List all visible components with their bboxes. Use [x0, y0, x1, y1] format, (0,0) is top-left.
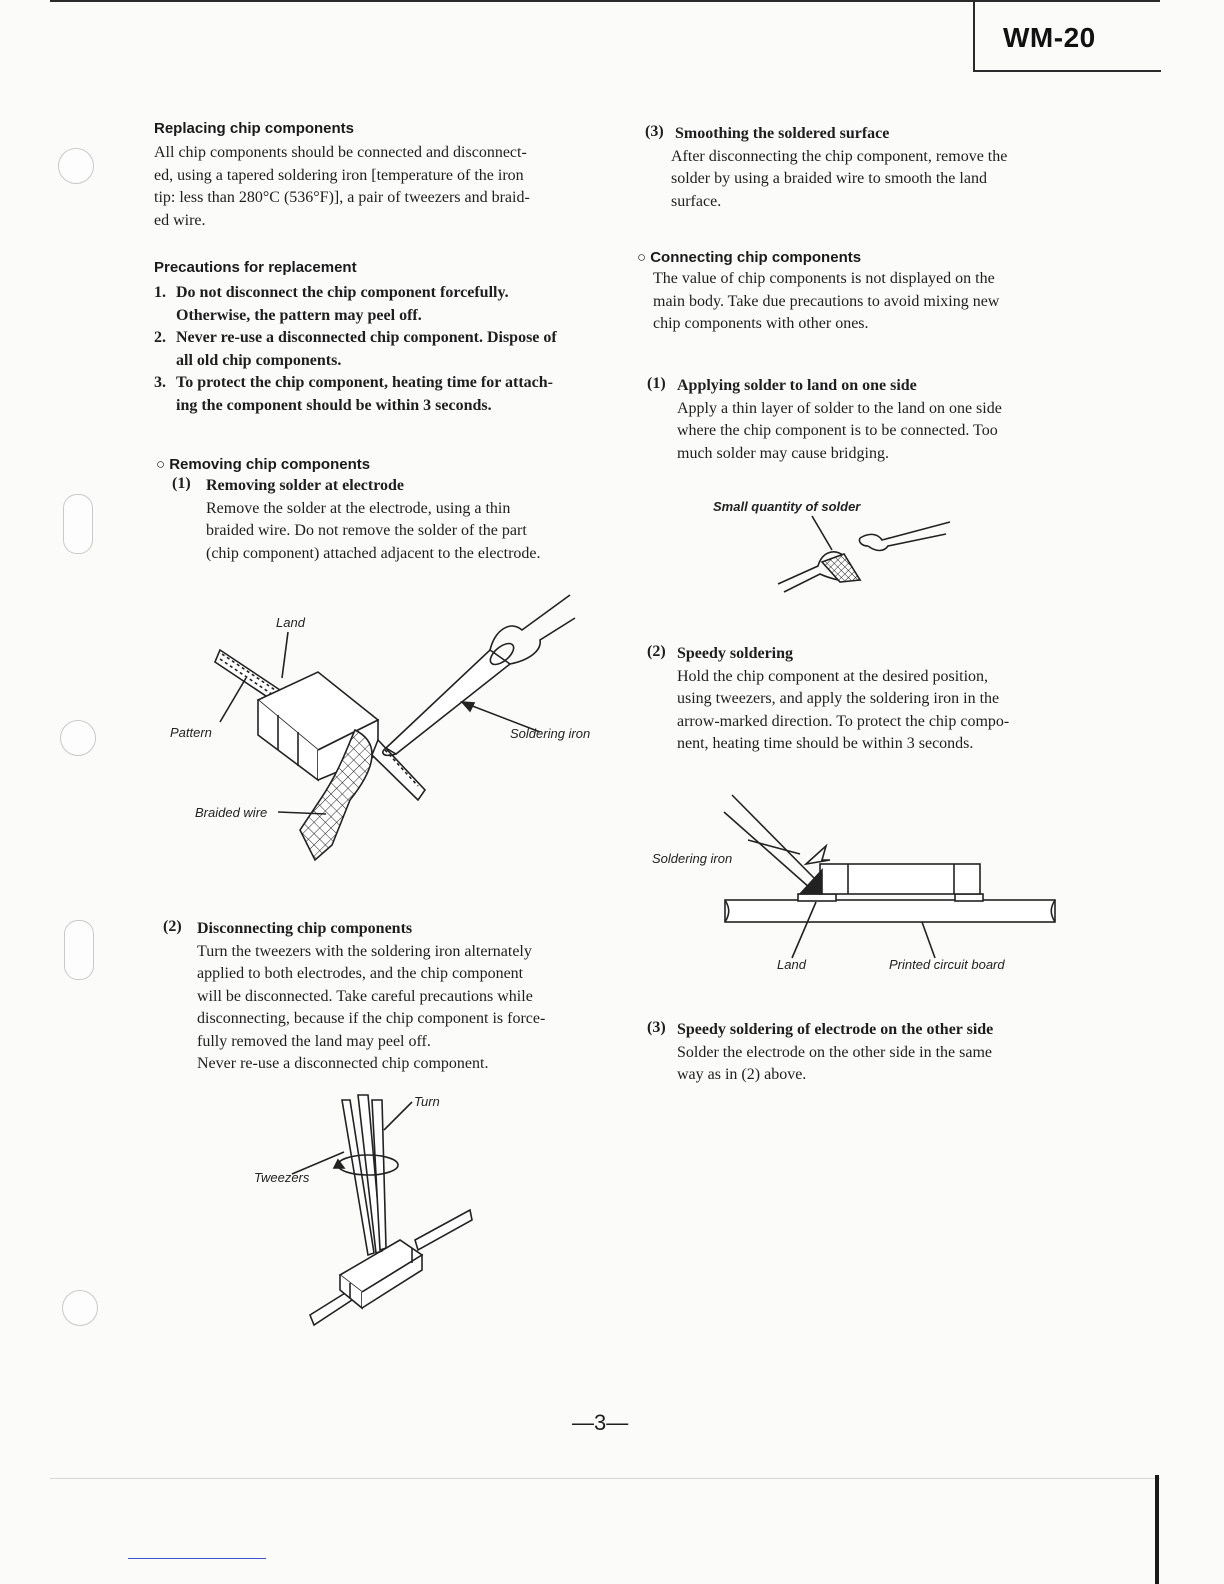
step-title: Removing solder at electrode [206, 477, 405, 494]
step [647, 375, 1087, 465]
text-line: Do not disconnect the chip component forcefully. [176, 284, 509, 301]
step-title: Disconnecting chip components [197, 920, 413, 937]
step-number: (1) [172, 475, 191, 492]
text-line: Remove the solder at the electrode, using a thin [206, 499, 511, 517]
text-line: ed wire. [154, 211, 206, 229]
list-number: 2. [154, 329, 166, 346]
list-item [154, 282, 614, 327]
figure-label-small-quantity: Small quantity of solder [713, 499, 861, 514]
step-number: (1) [647, 375, 666, 392]
step-content [675, 123, 889, 146]
step-title: Speedy soldering of electrode on the other side [677, 1021, 994, 1038]
step-content [677, 1019, 993, 1087]
binder-slot [64, 920, 94, 980]
text-line: To protect the chip component, heating time for attach- [176, 374, 553, 391]
step [647, 1019, 1087, 1087]
speedy-soldering-step [647, 643, 1087, 756]
text-line: way as in (2) above. [677, 1066, 807, 1083]
list-item [154, 327, 614, 372]
step-body [677, 1042, 993, 1087]
figure-label-tweezers: Tweezers [254, 1170, 310, 1185]
disconnecting-step [163, 918, 613, 1076]
text-line: Never re-use a disconnected chip component. Dispose of [176, 329, 557, 346]
step-body [206, 498, 541, 566]
smoothing-step [645, 123, 1085, 213]
text-line: fully removed the land may peel off. [197, 1032, 431, 1050]
figure-label-land-pcb: Land [777, 957, 806, 972]
text-line: Hold the chip component at the desired position, [677, 667, 989, 685]
figure-label-land: Land [276, 615, 305, 630]
text-line: all old chip components. [176, 351, 342, 369]
step [647, 643, 1087, 756]
page-number: —3— [572, 1410, 629, 1435]
section-title: Replacing chip components [154, 120, 355, 137]
binder-slot [63, 494, 93, 554]
text-line: nent, heating time should be within 3 seconds. [677, 735, 974, 752]
text-line: braided wire. Do not remove the solder of the part [206, 522, 527, 539]
figure-label-braided-wire: Braided wire [195, 805, 268, 820]
model-number: WM-20 [1003, 22, 1096, 53]
step [172, 475, 616, 565]
step-content [677, 375, 1002, 465]
text-line: (chip component) attached adjacent to the electrode. [206, 544, 541, 562]
text-line: Otherwise, the pattern may peel off. [176, 306, 422, 324]
section-title: ○ Removing chip components [156, 456, 371, 473]
step-title: Applying solder to land on one side [677, 377, 917, 394]
replacing-section [154, 120, 614, 232]
binder-hole [62, 1290, 98, 1326]
removing-section [156, 456, 616, 565]
step-content [197, 918, 545, 1076]
text-line: will be disconnected. Take careful precautions while [197, 987, 533, 1005]
connecting-section [637, 249, 1087, 336]
step-content [206, 475, 541, 565]
step-title: Speedy soldering [677, 645, 794, 662]
text-line: surface. [671, 192, 722, 210]
text-line: ing the component should be within 3 seconds. [176, 396, 492, 414]
figure-label-pcb: Printed circuit board [889, 957, 1005, 972]
text-line: where the chip component is to be connected. Too [677, 422, 998, 439]
step-body [197, 941, 545, 1076]
text-line: solder by using a braided wire to smooth the land [671, 170, 987, 187]
step-number: (3) [645, 123, 664, 140]
text-line: much solder may cause bridging. [677, 444, 889, 462]
section-title: Precautions for replacement [154, 259, 357, 276]
text-line: disconnecting, because if the chip component is force- [197, 1010, 546, 1027]
pcb-soldering-figure [650, 790, 1070, 960]
precautions-list [154, 282, 614, 417]
precautions-section [154, 259, 614, 417]
tweezers-figure [240, 1090, 500, 1330]
underline-mark [128, 1558, 266, 1559]
step-body [677, 666, 1009, 756]
text-line: After disconnecting the chip component, remove the [671, 147, 1008, 165]
list-item [154, 372, 614, 417]
step-number: (2) [163, 918, 182, 935]
page-edge [1155, 1475, 1159, 1584]
other-side-step [647, 1019, 1087, 1087]
step [163, 918, 613, 1076]
step-body [671, 146, 1085, 214]
step-number: (3) [647, 1019, 666, 1036]
list-number: 3. [154, 374, 166, 391]
figure-label-soldering-iron-pcb: Soldering iron [652, 851, 733, 866]
solder-land-figure [760, 510, 960, 600]
text-line: tip: less than 280°C (536°F)], a pair of tweezers and braid- [154, 189, 530, 206]
text-line: Solder the electrode on the other side in the same [677, 1043, 993, 1061]
text-line: Turn the tweezers with the soldering iron alternately [197, 942, 532, 960]
binder-hole [58, 148, 94, 184]
figure-label-turn: Turn [414, 1094, 440, 1109]
text-line: applied to both electrodes, and the chip component [197, 965, 524, 982]
step-body [677, 398, 1002, 466]
text-line: All chip components should be connected and disconnect- [154, 144, 527, 161]
text-line: The value of chip components is not displayed on the [653, 270, 995, 287]
text-line: Apply a thin layer of solder to the land on one side [677, 399, 1002, 417]
text-line: chip components with other ones. [653, 315, 869, 332]
binder-hole [60, 720, 96, 756]
text-line: using tweezers, and apply the soldering iron in the [677, 690, 1000, 707]
step-content [677, 643, 1009, 756]
figure-label-soldering-iron: Soldering iron [510, 726, 591, 741]
text-line: arrow-marked direction. To protect the chip compo- [677, 712, 1010, 730]
list-number: 1. [154, 284, 166, 301]
applying-solder-step [647, 375, 1087, 465]
section-body [653, 268, 1087, 336]
section-title: ○ Connecting chip components [637, 249, 862, 266]
step-number: (2) [647, 643, 666, 660]
step-title: Smoothing the soldered surface [675, 125, 890, 142]
bottom-rule [50, 1478, 1160, 1479]
text-line: ed, using a tapered soldering iron [temperature of the iron [154, 166, 524, 184]
step [645, 123, 1085, 146]
section-body [154, 142, 614, 232]
text-line: main body. Take due precautions to avoid mixing new [653, 292, 1000, 310]
text-line: Never re-use a disconnected chip component. [197, 1055, 489, 1072]
figure-label-pattern: Pattern [170, 725, 212, 740]
